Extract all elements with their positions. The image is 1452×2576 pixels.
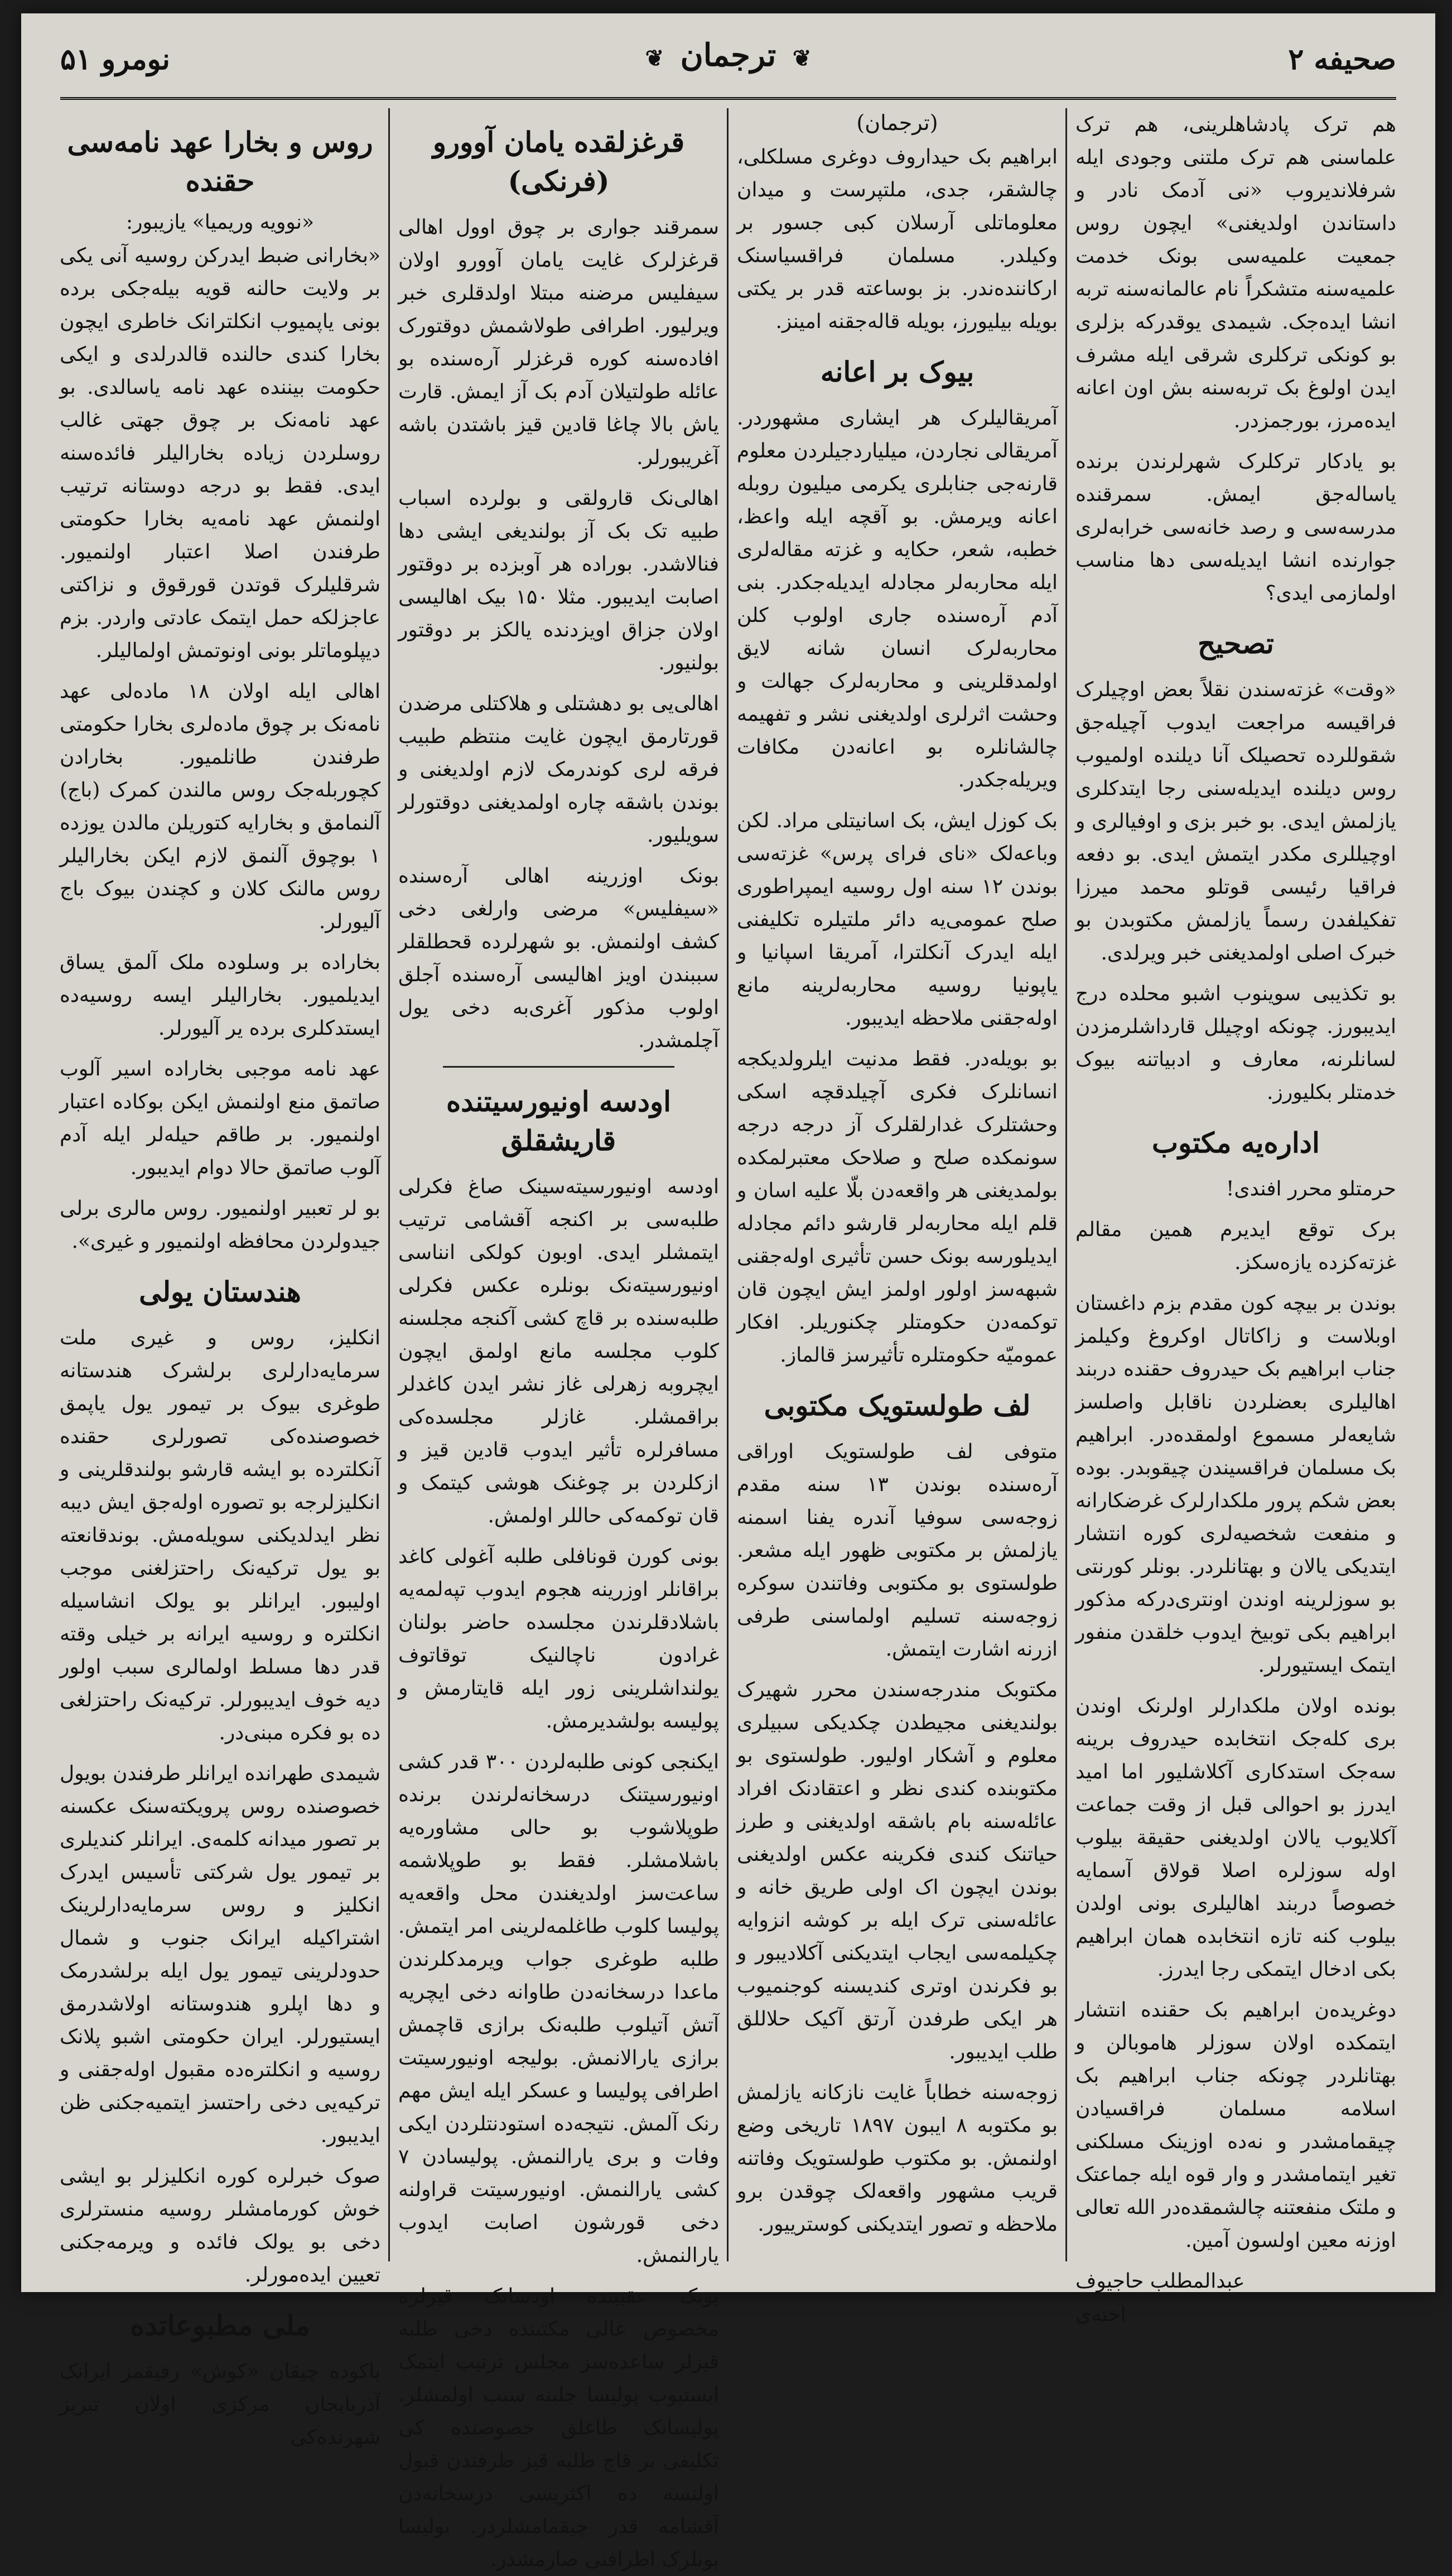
article-paragraph: صوک خبرلره کوره انکلیزلر بو ایشی خوش کورمامشلر روسیه منسترلری دخی بو یولک فائده و ویرمه‌جکنی تعیین ایده‌مورلر.	[60, 2165, 380, 2286]
masthead-title-block	[60, 37, 1396, 74]
article-paragraph: آمریقالیلرک هر ایشاری مشهوردر. آمریقالی نجاردن، میلیاردجیلردن معلوم قارنه‌جی جنابلری یکرمی میلیون روبله اعانه ویرمش. بو آقچه ایله واعظ، خطبه، شعر، حکایه و غزته مقاله‌لری ایله محاربه‌لر مجادله ایدیله‌جکدر. بنی آدم آره‌سنده جاری اولوب کلن محاربه‌لرک انسان شانه لایق اولمدقلرینی و محاربه‌لرک جهالت و وحشت اثرلری اولدیغنی نشر و تفهیمه چالشانلره بو اعانه‌دن مکافات ویریله‌جکدر.	[737, 407, 1058, 792]
article-paragraph: عهد نامه موجبی بخاراده اسیر آلوب صاتمق منع اولنمش ایکن بوکاده اعتبار اولنمیور. بر طاقم حیله‌لر ایله آدم آلوب صاتمق حالا دوام ایدیبور.	[60, 1058, 380, 1179]
column-2	[737, 108, 1058, 2261]
article-paragraph: سمرقند جواری بر چوق اوول اهالی قرغزلرک غایت یامان آوورو اولان سیفلیس مرضنه مبتلا اولدقلری خبر ویرلیور. اطرافی طولاشمش دوقتورک افاده‌سنه کوره قرغزلر آره‌سنده بو عائله طولتیلان آدم بک آز ایمش. قارت یاش بالا چاغا قادین قیز باشتدن باشه آغریبورلر.	[398, 216, 719, 469]
column-3	[398, 108, 720, 2571]
column-divider	[388, 108, 390, 2261]
article-paragraph: بونی کورن قونافلی طلبه آغولی کاغد براقانلر اوزرینه هجوم ایدوب تپه‌لمه‌یه باشلادقلرندن مجلسده حاضر بولنان غرادون ناچالنیک توقاتوف یولنداشلرینی زور ایله قایتارمش و پولیسه بولشدیرمش.	[398, 1545, 719, 1733]
ornament-icon: ❦	[792, 45, 812, 71]
article-paragraph: باکوده چیقان «کوش» رفیقمز ایرانک آذربایجان مرکزی اولان تبریز شهرنده‌کی	[60, 2360, 380, 2449]
heading-india-railway: هندستان یولی	[139, 1275, 301, 1308]
article-paragraph: اهالی‌نک قارولقی و بولرده اسباب طبیه تک بک آز بولندیغی ایشی دها فنالاشدر. بوراده هر آوبزده بر دوقتور اصابت ایدیبور. مثلا ۱۵۰ بیک اهالیسی اولان جزاق اویزدنده یالکز بر دوقتور بولنیور.	[398, 487, 720, 674]
section-divider	[443, 1066, 674, 1068]
article-paragraph: بو تکذیبی سوینوب اشبو محلده درج ایدیبورز. چونکه اوچیلل قارداشلرمزدن لسانلرنه، معارف و ادبیاتنه بیوک خدمتلر بکلیورز.	[1075, 982, 1396, 1104]
masthead-divider	[60, 97, 1396, 100]
article-paragraph: ابراهیم بک حیداروف دوغری مسلکلی، چالشقر، جدی، ملتپرست و میدان معلوماتلی آرسلان کبی جسور بر وکیلدر. مسلمان فراقسیاسنک ارکاننده‌ندر. بز بوساعته قدر بر یکتی بویله بیلیورز، بویله قاله‌جقنه امینز.	[737, 146, 1058, 333]
article-columns	[60, 108, 1396, 2571]
article-paragraph: هم ترک پادشاهلرینی، هم ترک علماسنی هم ترک ملتنی وجودی ایله شرفلاندیروب «نی آدمک نادر و داستاندن اولدیغنی» ایچون روس جمعیت علمیه‌سی بونک خدمت علمیه‌سنه متشکراً نام عالمانه‌سنه تربه انشا ایده‌جک. شیمدی یوقدرکه بزلری بو کونکی ترکلری شرقی ایله مشرف ایدن اولوغ بک تربه‌سنه بش اون اعانه ایده‌مرز، بورجمزدر.	[1075, 113, 1396, 432]
heading-tolstoy-letter: لف طولستویک مکتوبی	[764, 1389, 1031, 1422]
article-paragraph: بونده اولان ملکدارلر اولرنک اوندن بری کله‌جک انتخابده حیدروف برینه سه‌جک استدکاری آکلاشلیور اما امید ایدرز بو احوالی قبل از وقت جماعت آکلایوب یالان اولدیغنی حقیقة بیلوب اوله سوزلره اصلا قولاق آسمایه خصوصاً دربند اهالیلری بونی اولدن بیلوب کنه تازه انتخابده همان ابراهیم بکی ادخال ایتمکی رجا ایدرز.	[1075, 1695, 1396, 1981]
ornament-icon: ❦	[645, 45, 664, 71]
heading-big-donation: بیوک بر اعانه	[820, 355, 975, 388]
heading-correction: تصحیح	[1198, 627, 1274, 660]
column-divider	[1065, 108, 1067, 2261]
article-paragraph: شیمدی طهرانده ایرانلر طرفندن بویول خصوصنده روس پرویکته‌سنک عکسنه بر تصور میدانه کلمه‌ی. ایرانلر کندیلری بر تیمور یول شرکتی تأسیس ایدرک انکلیز و روس سرمایه‌دارلرینک اشتراکیله ایرانک جنوب و شمال حدودلرینی تیمور یول ایله برلشدرمک و دها اپلرو هندوستانه اولاشدرمق ایستیورلر. ایران حکومتی اشبو پلانک روسیه و انکلتره‌ده مقبول اوله‌جقنی و ترکیه‌یی دخی راحتسز ایتمیه‌جکنی ظن ایدیبور.	[60, 1762, 380, 2147]
article-paragraph: بو بویله‌در. فقط مدنیت ایلرولدیکجه انسانلرک فکری آچیلدقچه اسکی وحشتلرک غدارلقلرک آز درجه درجه سونمکده صلح و صلاحک معتبرلمکده بولمدیغنی هر واقعه‌دن بلّا علیه اسان و قلم ایله محاربه‌لر قارشو دائم مجادله ایدیلورسه بونک حسن تأثیری اوله‌جقنی شبهه‌سز اولور اولمز ایش ایچون قان توکمه‌دن حکومتلر چکنوریلر. افکار عمومیّه حکومتلره تأثیرسز قالماز.	[737, 1048, 1058, 1367]
heading-kyrgyz-disease: قرغزلقده یامان آوورو (فرنکی)	[432, 126, 685, 197]
letter-signature: عبدالمطلب حاجیوف اخته‌ی	[1075, 2270, 1245, 2326]
page-label: صحیفه ۲	[1288, 42, 1396, 76]
article-paragraph: اهالی‌یی بو دهشتلی و هلاکتلی مرضدن قورتارمق ایچون غایت منتظم طبیب فرقه لری کوندرمک لازم اولدیغنی و بوندن باشقه چاره اولمدیغنی دوقتورلر سویلیور.	[398, 692, 719, 847]
source-attribution: «نوویه وریمیا» یازیبور:	[126, 211, 315, 234]
masthead	[60, 26, 1396, 104]
article-paragraph: برک توقع ایدیرم همین مقالم غزته‌کزده یازه‌سکز.	[1075, 1218, 1396, 1274]
column-divider	[727, 108, 729, 2261]
article-paragraph: بونک اوزرینه اهالی آره‌سنده «سیفلیس» مرضی وارلغی دخی کشف اولنمش. بو شهرلرده قحطلقلر سببندن اویز اهالیسی آره‌سنده آجلق اولوب مذکور آغری‌به دخی یول آچلمشدر.	[398, 865, 719, 1052]
article-paragraph: انکلیز، روس و غیری ملت سرمایه‌دارلری برلشرک هندستانه طوغری بیوک بر تیمور یول یاپمق خصوصنده‌کی تصورلری حقنده آنکلترده بو ایشه قارشو بولندقلرینی و انکلیزلرجه بو تصوره اوله‌جق ایش دیبه نظر ایدلدیکنی سویله‌مش. بوندقانعته بو یول ترکیه‌نک راحتزلغنی موجب اولیبور. ایرانلر بو یولک انشاسیله انکلتره و روسیه ایرانه بر خیلی وقته قدر دها مسلط اولمالری سبب اولور دیه خوف ایدیبورلر. ترکیه‌نک راحتزلغی ده بو فکره مبنی‌در.	[60, 1326, 380, 1744]
newspaper-page	[21, 13, 1435, 2571]
newspaper-title: ترجمان	[680, 37, 776, 74]
article-paragraph: بک کوزل ایش، بک اسانیتلی مراد. لکن وباعه‌لک «نای فرای پرس» غزته‌سی بوندن ۱۲ سنه اول روسیه ایمپراطوری صلح عمومی‌یه دائر ملتیلره تکلیفنی ایله ایدرک آنکلترا، آمریقا اسپانیا و یاپونیا روسیه محاربه‌لرینه مانع اوله‌جقنی ملاحظه ایدیبور.	[737, 809, 1058, 1030]
article-paragraph: بخاراده بر وسلوده ملک آلمق یساق ایدیلمیور. بخارالیلر ایسه روسیه‌ده ایستدکلری برده یر آلیورلر.	[60, 951, 380, 1040]
article-paragraph: دوغریده‌ن ابراهیم بک حقنده انتشار ایتمکده اولان سوزلر هاموبالن و بهتانلردر چونکه جناب ابراهیم بک اسلامه مسلمان فراقسیادن چیقمامشدر و نه‌ده اوزینک مسلکنی تغیر ایتمامشدر و وار قوه ایله جماعتک و ملتک منفعتنه چالشمقده‌در الله تعالی اوزنه معین اولسون آمین.	[1075, 1999, 1396, 2252]
heading-odessa-university: اودسه اونیورسیتنده قاریشقلق	[446, 1085, 672, 1157]
issue-number: نومرو ۵۱	[60, 42, 170, 76]
article-paragraph: بو یادکار ترکلرک شهرلرندن برنده یاساله‌جق ایمش. سمرقنده مدرسه‌سی و رصد خانه‌سی خرابه‌لری جوارنده انشا ایدیله‌سی دها مناسب اولمازمی ایدی؟	[1075, 450, 1396, 605]
article-paragraph: بوندن بر بیچه کون مقدم بزم داغستان اوبلاست و زاکاتال اوکروغ وکیلمز جناب ابراهیم بک حیدروف حقنده دربند اهالیلری بعضلردن ناقابل واصلسز شایعه‌لر مسموع اولمقده‌در. ابراهیم بک مسلمان فراقسیندن چیقوبدر. بوده بعض شکم پرور ملکدارلرک غرضکارانه و منفعت شخصیه‌لری کوره انتشار ایتدیکی یالان و بهتانلردر. بونلر کورنتی بو سوزلرینه اوندن اونتری‌درکه مذکور ابراهیم بکی توبیخ ایدوب خلقدن منفور ایتمک ایستیورلر.	[1075, 1292, 1396, 1677]
heading-russia-bukhara-treaty: روس و بخارا عهد نامه‌سی حقنده	[67, 126, 373, 197]
article-paragraph: مکتوبک مندرجه‌سندن محرر شهیرک بولندیغنی مجیطدن چکدیکی سبیلری معلوم و آشکار اولیور. طولستوی بو مکتوبنده کندی نظر و اعتقادنک افراد عائله‌سنه بام باشقه اولدیغنی و طرز حیاتنک کندی فکرینه عکس اولدیغنی بوندن ایچون اک اولی طریق خانه و عائله‌سنی ترک ایله بر کوشه انزوایه چکیلمه‌سی ایجاب ایتدیکنی آکلادیبور و بو فکرندن اوتری کندیسنه کوجنمیوب هر ایکی طرفدن آرتق آکیک حلاللق طلب ایدیبور.	[737, 1678, 1058, 2063]
article-paragraph: ایکنجی کونی طلبه‌لردن ۳۰۰ قدر کشی اونیورسیتنک درسخانه‌لرندن برنده طوپلاشوب بو حالی مشاوره‌یه باشلامشلر. فقط بو طوپلاشمه ساعت‌سز اولدیغندن محل واقعه‌یه پولیسا کلوب طاغلمه‌لرینی امر ایتمش. طلبه طوغری جواب ویرمدکلرندن ماعدا درسخانه‌دن طاوانه دخی ایچریه آتش آتیلوب طلبه‌نک برازی قاچمش برازی یارالانمش. بولیجه اونیورسیتت اطرافی پولیسا و عسکر ایله ایش مهم رنک آلمش. نتیجه‌ده استودنتلردن ایکی وفات و بری یارالنمش. پولیسادن ۷ کشی یارالنمش. اونیورسیتت قراولنه دخی قورشون اصابت ایدوب یارالنمش.	[398, 1750, 719, 2267]
article-paragraph: «وقت» غزته‌سندن نقلاً بعض اوچیلرک فراقیسه مراجعت ایدوب آچیله‌جق شقوللرده تحصیلک آنا دیلنده اولمیوب روس دیلنده ایدیله‌سنی رجا ایتدکلری یازلمش ایدی. بو خبر بزی و اوفیالری و اوچیللری مکدر ایتمش ایدی. بو دفعه فراقیا رئیسی قوتلو محمد میرزا تفکیلفدن رسماً یازلمش مکتوبدن بو خبرک اصلی اولمدیغنی خبر ویرلدی.	[1075, 678, 1396, 964]
heading-letter-to-editor: اداره‌یه مکتوب	[1152, 1126, 1320, 1159]
heading-national-press: ملی مطبوعاتده	[130, 2309, 310, 2342]
article-paragraph: اودسه اونیورسیته‌سینک صاغ فکرلی طلبه‌سی بر اکنجه آقشامی ترتیب ایتمشلر ایدی. اوبون کولکی انناسی اونیورسیته‌نک بونلره عکس فکرلی طلبه‌سنده بر قاچ کشی آکنجه مجلسنه کلوب مجلسه مانع اولمق ایچون ایچروبه زهرلی غاز نشر ایدن کاغدلر براقمشلر. غازلر مجلسده‌کی مسافرلره تأثیر ایدوب قادین قیز و ازکلردن بر چوغنک هوشی کیتمک و قان توکمه‌کی حاللر اولمش.	[398, 1175, 719, 1527]
article-paragraph: «بخارانی ضبط ایدرکن روسیه آنی یکی بر ولایت حالنه قویه بیله‌جکی برده بونی یاپمیوب انکلترانک خاطری ایچون بخارا کندی حالنده قالدرلدی و ایکی حکومت بیننده عهد نامه یاسالدی. بو عهد نامه‌نک بر چوق جهتی غالب روسلردن زیاده بخارالیلر فائده‌سنه ایدی. فقط بو درجه دوستانه ترتیب اولنمش عهد نامه‌یه بخارا حکومتی طرفندن اصلا اعتبار اولنمیور. شرقلیلرک قوتدن قورقوق و نزاکتی عاجزلکه حمل ایتمک عادتی واردر. بزم دیپلوماتلر بونی اونوتمش اولمالیلر.	[60, 244, 380, 662]
letter-salutation: حرمتلو محرر افندی!	[1226, 1178, 1396, 1200]
article-paragraph: اهالی ایله اولان ۱۸ ماده‌لی عهد نامه‌نک بر چوق ماده‌لری بخارا حکومتی طرفندن طانلمیور. بخارادن کچوربله‌جک روس مالندن کمرک (باج) آلنمامق و بخارایه کتوریلن مالدن یوزده ۱ بوچوق آلنمق لازم ایکن بخارالیلر روس مالنک کلان و کچندن بیوک باج آلیورلر.	[60, 680, 380, 933]
column-1	[1075, 108, 1396, 2326]
article-paragraph: بونک عقیبنده اودسانک قیزلره مخصوص عالی مکتبنده دخی طلبه قیزلر ساعده‌سز مجلس ترتیب ایتمک ایستیوب پولیسا جلبنه سبب اولمشلر. پولیسانک طاغلق خصوصنده کی تکلیفی بر قاچ طلبه قیز طرفندن قبول اولنسه ده اکثریسی درسخانه‌دن آقشامه قدر چیقمامشلردر. بولیسا بونلرک اطرافنی صارمشدر.	[398, 2285, 719, 2571]
heading-tercuman: (ترجمان)	[856, 110, 938, 135]
article-paragraph: متوفی لف طولستویک اوراقی آره‌سنده بوندن ۱۳ سنه مقدم زوجه‌سی سوفیا آندره یفنا اسمنه یازلمش بر مکتوبی ظهور ایله مشعر. طولستوی بو مکتوبی وفاتندن سوکره زوجه‌سنه تسلیم اولماسنی طرفی ازرنه اشارت ایتمش.	[737, 1440, 1058, 1661]
article-paragraph: زوجه‌سنه خطاباً غایت نازکانه یازلمش بو مکتوبه ۸ ایبون ۱۸۹۷ تاریخی وضع اولنمش. بو مکتوب طولستویک وفاتنه قریب مشهور واقعه‌لک چوقدن برو ملاحظه و تصور ایتدیکنی کوسترییور.	[737, 2081, 1058, 2236]
article-paragraph: بو لر تعبیر اولنمیور. روس مالری برلی جیدولردن محافظه اولنمیور و غیری».	[60, 1197, 380, 1253]
column-4	[60, 108, 380, 2449]
